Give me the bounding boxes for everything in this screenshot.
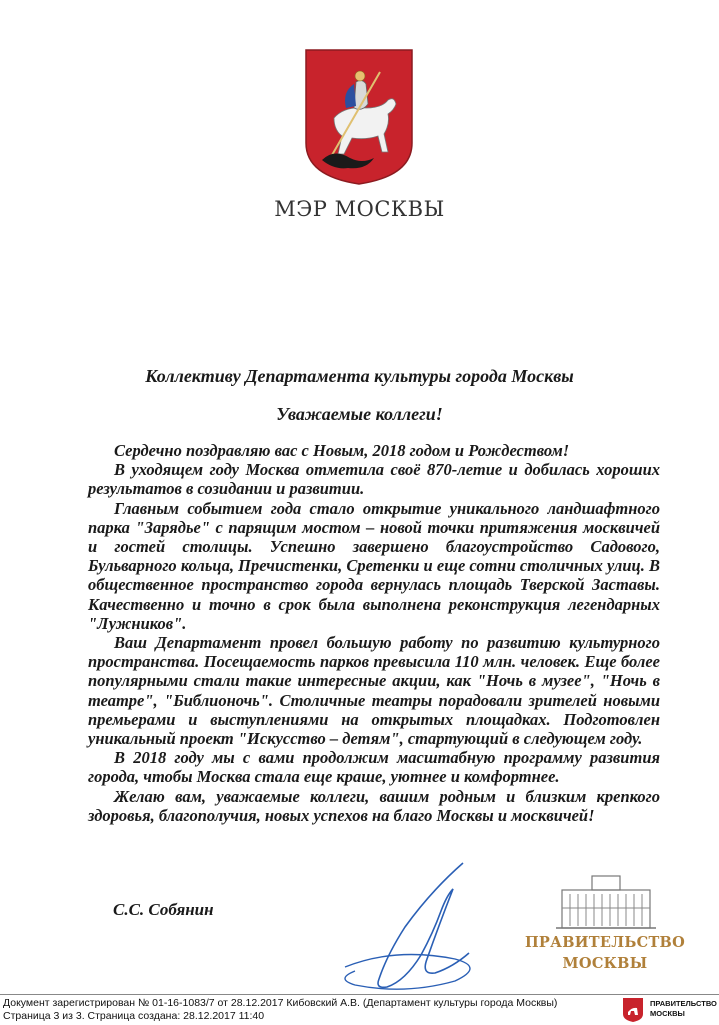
letter-body [88, 441, 660, 825]
signatory-name: С.С. Собянин [113, 900, 214, 919]
moscow-government-logo-icon [622, 997, 644, 1023]
government-stamp-text [520, 932, 690, 974]
moscow-coat-of-arms-icon [304, 48, 414, 186]
letter-paragraph: Желаю вам, уважаемые коллеги, вашим родным и близким крепкого здоровья, благополучия, новых успехов на благо Москвы и москвичей! [88, 786, 660, 825]
letterhead-title: МЭР МОСКВЫ [274, 197, 445, 221]
registration-footer [0, 994, 719, 1025]
page-info: Страница 3 из 3. Страница создана: 28.12.2017 11:40 [3, 1010, 265, 1022]
letter-paragraph: Сердечно поздравляю вас с Новым, 2018 годом и Рождеством! [114, 441, 570, 460]
footer-logo-line: ПРАВИТЕЛЬСТВО [650, 999, 717, 1008]
letter-paragraph: В уходящем году Москва отметила своё 870-летие и добилась хороших результатов в созидании и развитии. [88, 460, 660, 499]
stamp-line: ПРАВИТЕЛЬСТВО [524, 934, 686, 951]
letter-addressee: Коллективу Департамента культуры города Москвы [145, 366, 574, 386]
footer-logo-line: МОСКВЫ [650, 1009, 685, 1018]
stamp-line: МОСКВЫ [562, 955, 648, 972]
registration-info: Документ зарегистрирован № 01-16-1083/7 от 28.12.2017 Кибовский А.В. (Департамент культуры города Москвы) [3, 997, 558, 1009]
letter-paragraph: В 2018 году мы с вами продолжим масштабную программу развития города, чтобы Москва стала еще краше, уютнее и комфортнее. [88, 748, 660, 787]
handwritten-signature-icon [335, 855, 495, 1005]
letter-greeting: Уважаемые коллеги! [276, 404, 443, 424]
government-building-stamp-icon [556, 870, 656, 932]
letter-paragraph: Ваш Департамент провел большую работу по развитию культурного пространства. Посещаемость парков превысила 110 млн. человек. Еще более популярными стали такие интересные акции, как "Ночь в музее", "Ночь в театре", "Библионочь". Столичные театры порадовали зрителей новыми премьерами и выступлениями на открытых площадках. Подготовлен уникальный проект "Искусство – детям", стартующий в следующем году. [88, 633, 660, 749]
footer-logo-text [650, 999, 717, 1019]
letter-paragraph: Главным событием года стало открытие уникального ландшафтного парка "Зарядье" с парящим мостом – новой точки притяжения москвичей и гостей столицы. Успешно завершено благоустройство Садового, Бульварного кольца, Пречистенки, Сретенки и еще сотни столичных улиц. В общественное пространство города вернулась площадь Тверской Заставы. Качественно и точно в срок была выполнена реконструкция легендарных "Лужников". [88, 498, 660, 633]
